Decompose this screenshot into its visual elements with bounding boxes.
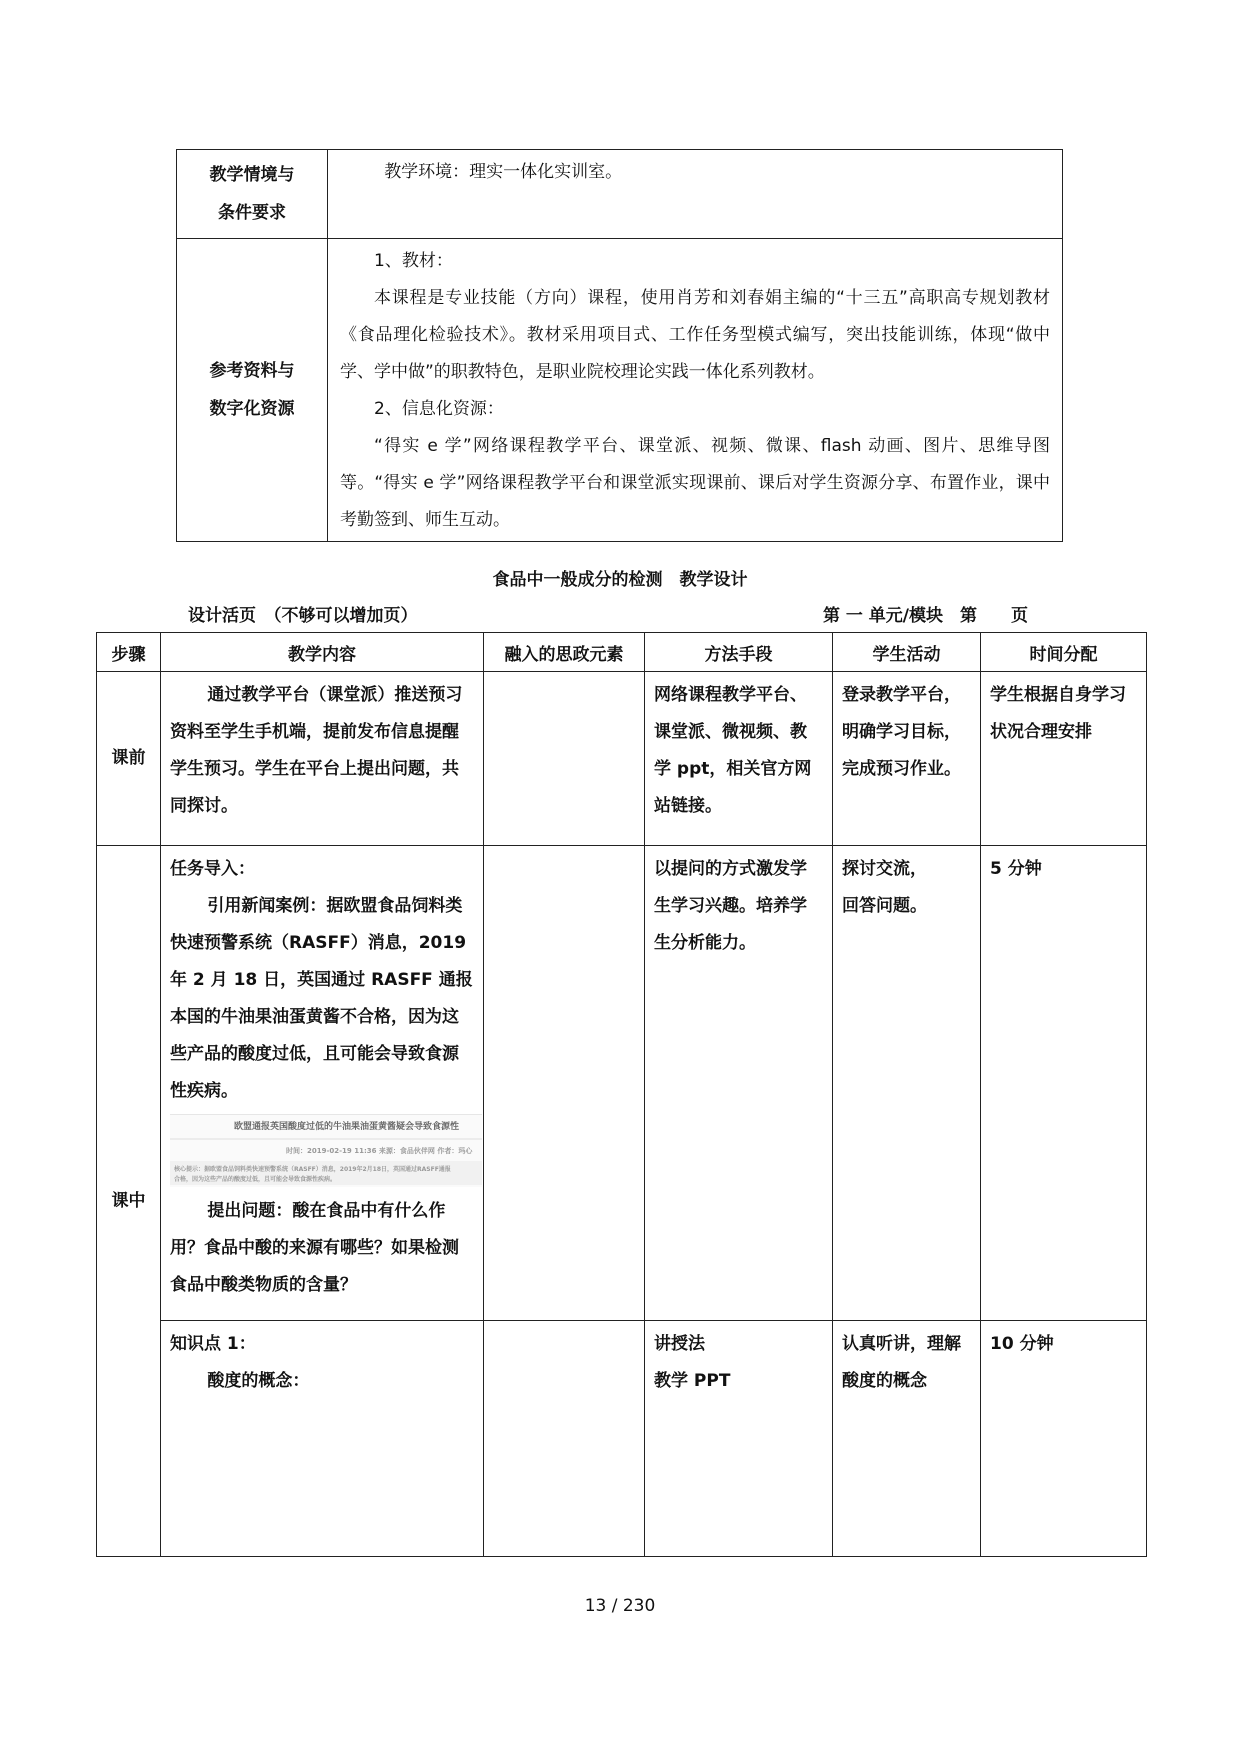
resources-p2: 本课程是专业技能（方向）课程，使用肖芳和刘春娟主编的“十三五”高职高专规划教材《食品理化检验技术》。教材采用项目式、工作任务型模式编写，突出技能训练，体现“做中学、学中做”的职教特色，是职业院校理论实践一体化系列教材。: [340, 288, 1050, 382]
design-subline: [188, 601, 1028, 625]
header-ideology: 融入的思政元素: [484, 633, 645, 672]
mid-b-activity: 认真听讲，理解酸度的概念: [833, 1321, 981, 1557]
info-table: [176, 149, 1063, 542]
design-table: [96, 632, 1147, 1557]
env-label: [177, 150, 328, 239]
header-step: 步骤: [97, 633, 161, 672]
mid-a-method: 以提问的方式激发学生学习兴趣。培养学生分析能力。: [645, 846, 833, 1321]
subline-right: 第 一 单元/模块 第 页: [822, 606, 1028, 626]
question-text: 提出问题：酸在食品中有什么作用？食品中酸的来源有哪些？如果检测食品中酸类物质的含量？: [170, 1201, 459, 1295]
header-row: [97, 633, 1147, 672]
knowledge-point-sub: 酸度的概念：: [207, 1371, 310, 1391]
mid-b-method-line2: 教学 PPT: [654, 1371, 731, 1391]
mid-b-content: [161, 1321, 484, 1557]
pre-activity: 登录教学平台，明确学习目标，完成预习作业。: [833, 672, 981, 846]
pre-content: [161, 672, 484, 846]
resources-p3: 2、信息化资源：: [374, 399, 504, 419]
env-content: [328, 150, 1063, 239]
step-in-class: 课中: [97, 846, 161, 1557]
news-summary-line2: 合格，因为这些产品的酸度过低，且可能会导致食源性疾病。: [174, 1176, 337, 1183]
task-intro-title: 任务导入：: [170, 859, 255, 879]
news-meta: 时间：2019-02-19 11:36 来源：食品伙伴网 作者：玛心: [286, 1147, 473, 1155]
resources-row: [177, 239, 1063, 542]
mid-a-activity: [833, 846, 981, 1321]
news-summary-line1: 核心提示：据欧盟食品饲料类快速预警系统（RASFF）消息，2019年2月18日，英国通过RASFF通报: [174, 1166, 451, 1173]
header-time: 时间分配: [981, 633, 1147, 672]
header-content: 教学内容: [161, 633, 484, 672]
header-method: 方法手段: [645, 633, 833, 672]
step-pre-class: 课前: [97, 672, 161, 846]
mid-a-activity-line1: 探讨交流，: [842, 859, 927, 879]
design-title: 食品中一般成分的检测 教学设计: [492, 570, 748, 590]
pre-ideology: [484, 672, 645, 846]
mid-b-method: [645, 1321, 833, 1557]
mid-a-ideology: [484, 846, 645, 1321]
subline-left: 设计活页 （不够可以增加页）: [188, 606, 418, 626]
pre-method: 网络课程教学平台、课堂派、微视频、教学 ppt，相关官方网站链接。: [645, 672, 833, 846]
row-in-class-b: [97, 1321, 1147, 1557]
env-label-line1: 教学情境与: [209, 165, 295, 185]
header-activity: 学生活动: [833, 633, 981, 672]
pre-time: 学生根据自身学习状况合理安排: [981, 672, 1147, 846]
env-text: 教学环境：理实一体化实训室。: [384, 162, 623, 182]
mid-b-method-line1: 讲授法: [654, 1334, 705, 1354]
pre-content-text: 通过教学平台（课堂派）推送预习资料至学生手机端，提前发布信息提醒学生预习。学生在平台上提出问题，共同探讨。: [170, 685, 463, 816]
mid-b-time: 10 分钟: [981, 1321, 1147, 1557]
resources-p4: “得实 e 学”网络课程教学平台、课堂派、视频、微课、flash 动画、图片、思维导图等。“得实 e 学”网络课程教学平台和课堂派实现课前、课后对学生资源分享、布置作业，课中考勤签到、师生互动。: [340, 436, 1050, 530]
mid-a-activity-line2: 回答问题。: [842, 896, 927, 916]
resources-label-line2: 数字化资源: [209, 399, 295, 419]
env-label-line2: 条件要求: [218, 203, 286, 223]
row-pre-class: [97, 672, 1147, 846]
page-number: 13 / 230: [584, 1596, 656, 1616]
resources-p1: 1、教材：: [374, 251, 453, 271]
row-in-class-a: [97, 846, 1147, 1321]
news-case-text: 引用新闻案例：据欧盟食品饲料类快速预警系统（RASFF）消息，2019 年 2 月 18 日，英国通过 RASFF 通报本国的牛油果油蛋黄酱不合格，因为这些产品的酸度过低，且可能会导致食源性疾病。: [170, 896, 473, 1101]
mid-a-content: [161, 846, 484, 1321]
knowledge-point-title: 知识点 1：: [170, 1334, 256, 1354]
resources-label: [177, 239, 328, 542]
news-screenshot-image: [170, 1114, 482, 1187]
resources-label-line1: 参考资料与: [209, 361, 295, 381]
env-row: [177, 150, 1063, 239]
news-headline: 欧盟通报英国酸度过低的牛油果油蛋黄酱疑会导致食源性: [234, 1122, 460, 1132]
resources-content: [328, 239, 1063, 542]
mid-a-time: 5 分钟: [981, 846, 1147, 1321]
mid-b-ideology: [484, 1321, 645, 1557]
